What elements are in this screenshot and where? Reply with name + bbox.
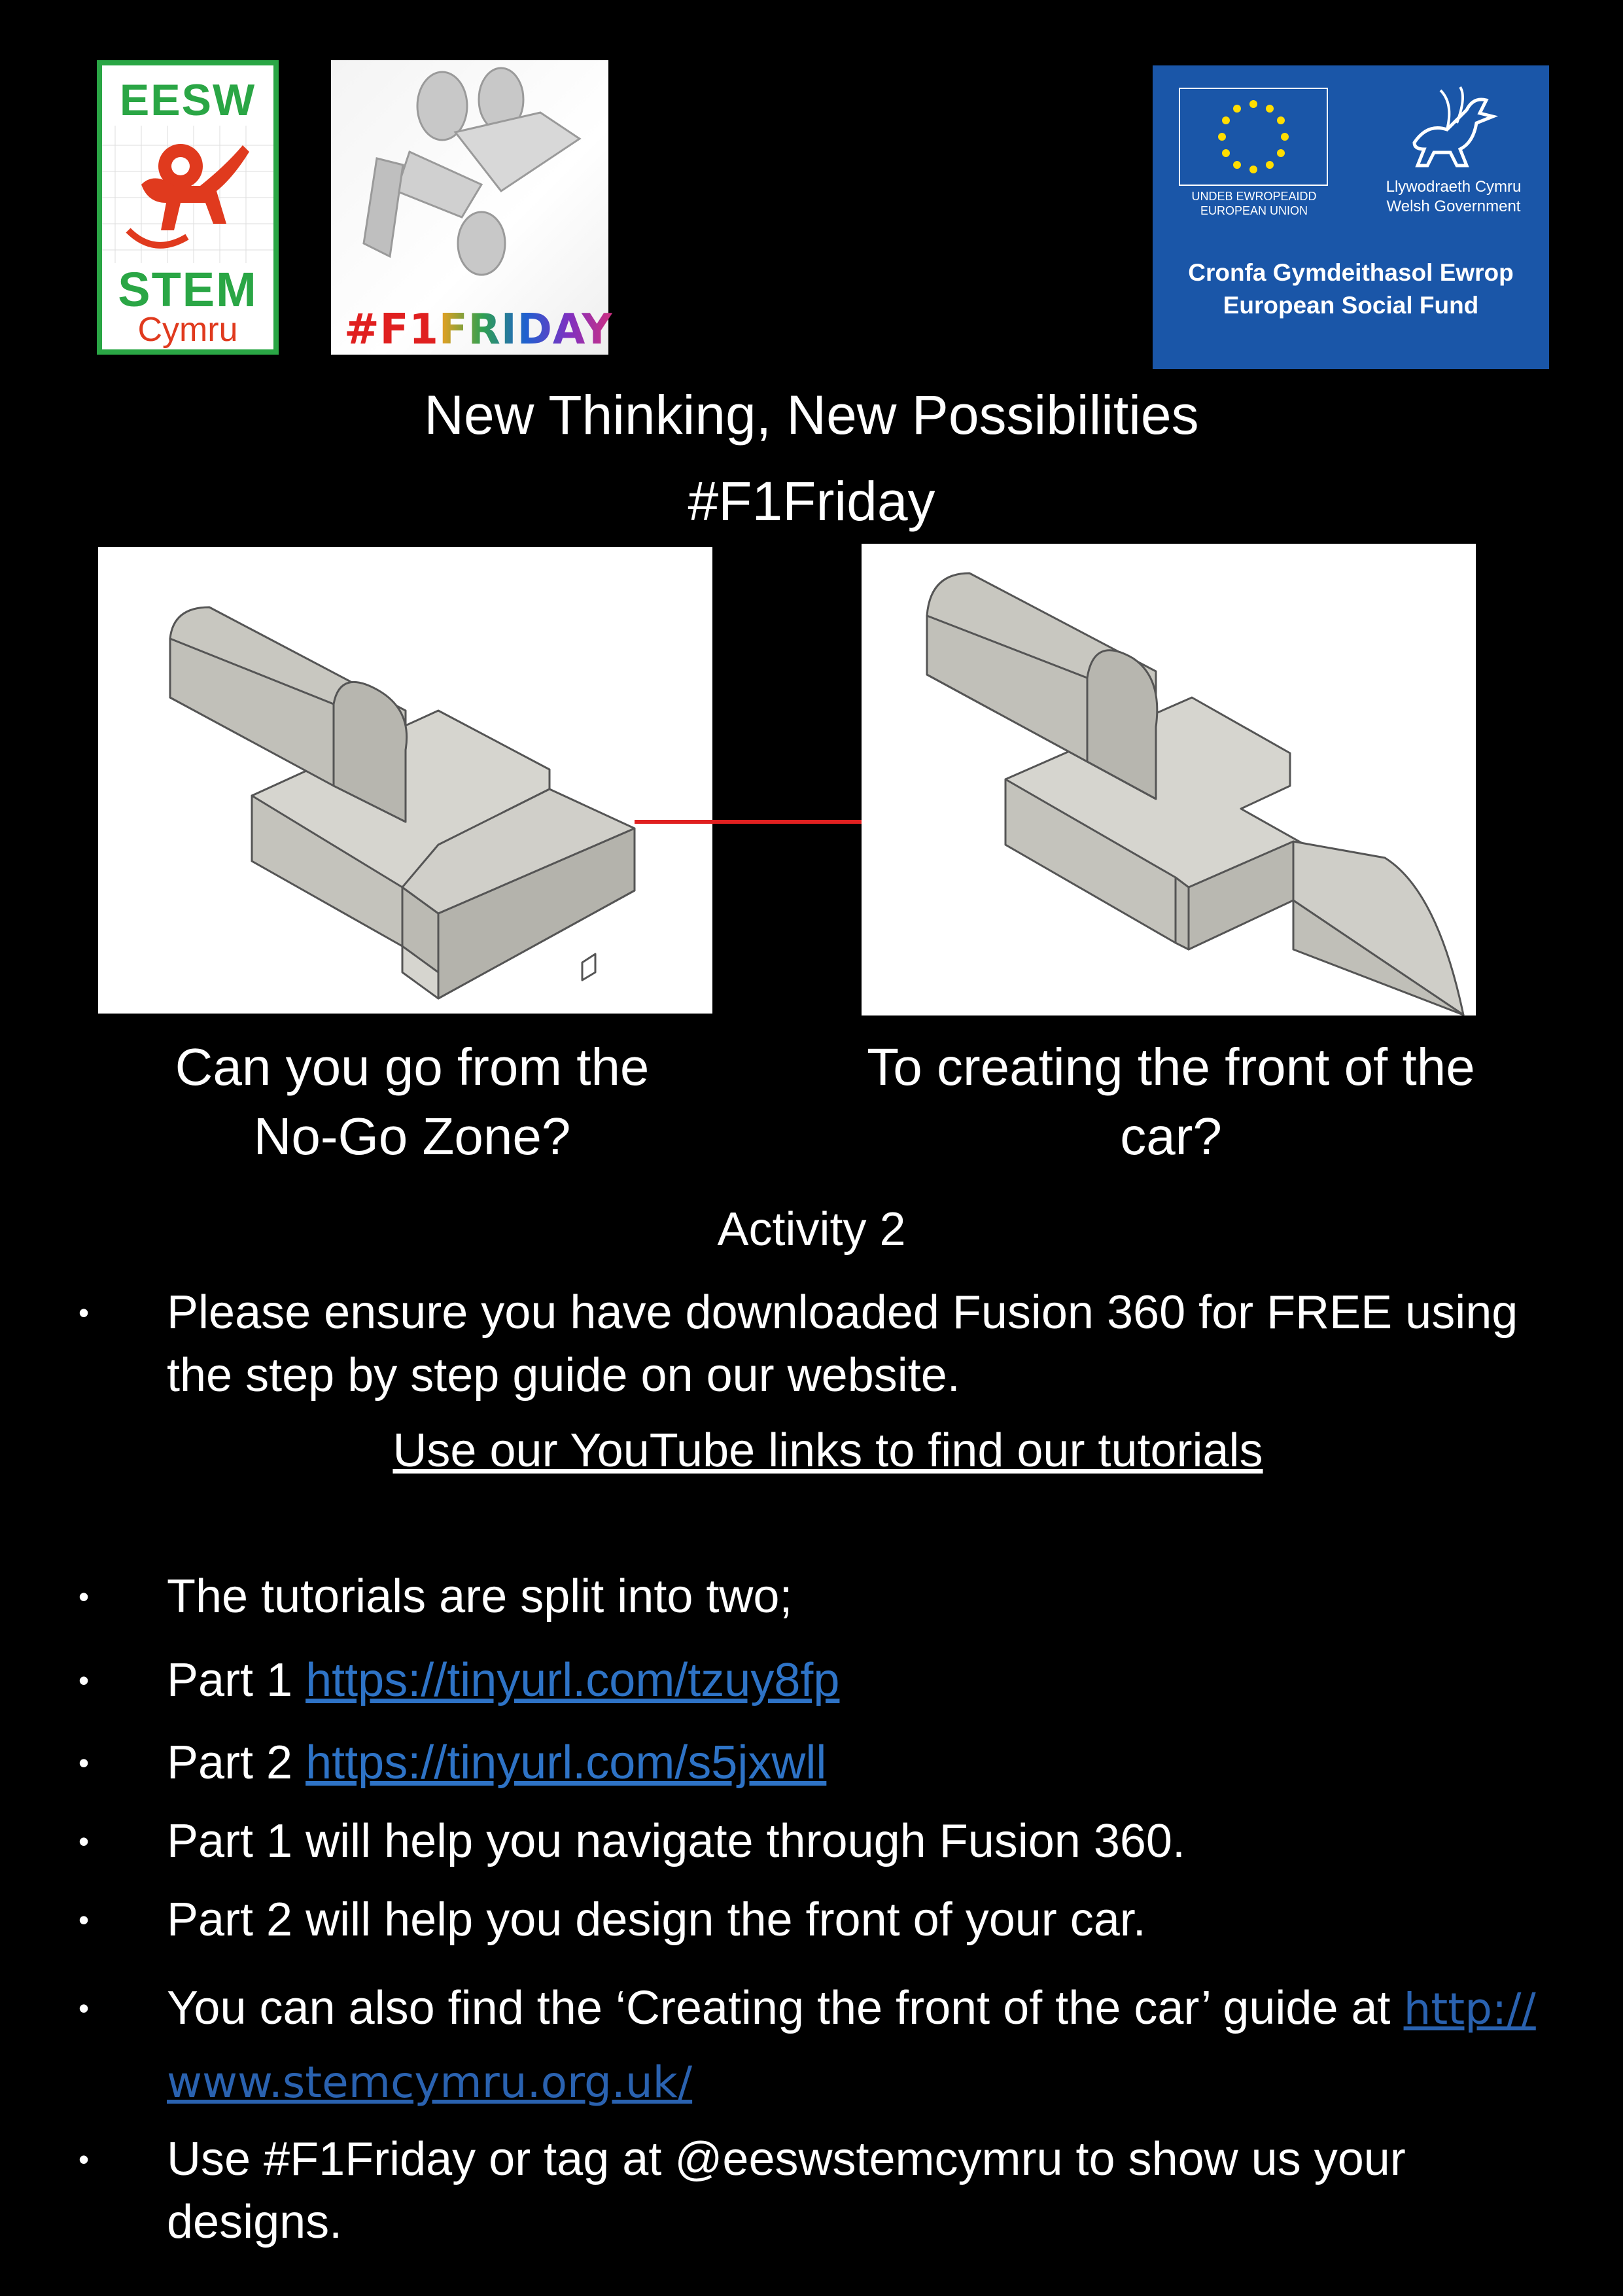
part1-link-row (167, 1649, 1577, 1712)
caption-left-line1: Can you go from the (175, 1038, 650, 1096)
list-item (79, 1281, 1577, 1412)
hashtag-title: #F1Friday (688, 470, 935, 532)
guide-link-part2[interactable]: www.stemcymru.org.uk/ (167, 2057, 693, 2108)
part2-desc-text: Part 2 will help you design the front of your car. (167, 1894, 1146, 1946)
welsh-dragon-gear-icon (102, 126, 273, 263)
fund-name-welsh: Cronfa Gymdeithasol Ewrop (1188, 259, 1514, 286)
caption-left (98, 1033, 726, 1171)
list-item (79, 1565, 1577, 1628)
caption-left-line2: No-Go Zone? (253, 1107, 571, 1165)
part2-link[interactable]: https://tinyurl.com/s5jxwll (305, 1737, 827, 1789)
list-item (79, 1972, 1577, 2116)
part1-desc-text: Part 1 will help you navigate through Fusion 360. (167, 1815, 1185, 1867)
eu-welsh-government-logo (1153, 65, 1549, 369)
f1-hash-text: # (344, 306, 380, 354)
bullet-icon: • (79, 1663, 90, 1697)
bullet-icon: • (79, 1903, 90, 1937)
no-go-zone-render (98, 547, 712, 1014)
bullet-icon: • (79, 1580, 90, 1614)
list-item (79, 1888, 1577, 1951)
gov-name-english: Welsh Government (1386, 198, 1521, 215)
caption-right-line2: car? (1120, 1107, 1222, 1165)
eesw-logo-cymru-text: Cymru (137, 311, 238, 349)
part2-link-row (167, 1731, 1577, 1794)
bullet-icon: • (79, 1746, 90, 1780)
list-item (79, 1731, 1577, 1794)
eesw-logo-stem-text: STEM (118, 262, 258, 317)
split-bullet-text: The tutorials are split into two; (167, 1570, 793, 1623)
list-item (79, 2128, 1577, 2259)
f1-friday-logo (331, 60, 613, 355)
activity-heading: Activity 2 (717, 1203, 906, 1256)
caption-right (850, 1033, 1492, 1171)
gov-name-welsh: Llywodraeth Cymru (1386, 178, 1522, 196)
bullet-icon: • (79, 1991, 90, 2025)
bullet-icon: • (79, 1824, 90, 1858)
f1-friday-wordmark (344, 306, 613, 354)
fund-name-english: European Social Fund (1223, 292, 1479, 319)
part1-link[interactable]: https://tinyurl.com/tzuy8fp (305, 1654, 840, 1706)
list-item (79, 1810, 1577, 1873)
youtube-heading: Use our YouTube links to find our tutorials (393, 1424, 1263, 1477)
friday-text: FRIDAY (438, 306, 613, 354)
tag-bullet-text: Use #F1Friday or tag at @eeswstemcymru to show us your designs. (167, 2133, 1406, 2248)
guide-link-part1[interactable]: http:// (1403, 1984, 1536, 2034)
car-front-model-image (862, 544, 1476, 1016)
bullet-icon: • (79, 1296, 90, 1330)
part2-prefix: Part 2 (167, 1737, 306, 1789)
no-go-zone-model-image (98, 547, 712, 1014)
list-item (79, 1649, 1577, 1712)
eesw-logo-text-top: EESW (119, 75, 256, 125)
eu-name-english: EUROPEAN UNION (1200, 204, 1308, 217)
f1-text: F1 (379, 306, 439, 354)
caption-right-line1: To creating the front of the (867, 1038, 1475, 1096)
intro-bullet-text: Please ensure you have downloaded Fusion 360 for FREE using the step by step guide on our website. (167, 1286, 1518, 1402)
guide-prefix: You can also find the ‘Creating the front of the car’ guide at (167, 1982, 1404, 2034)
eu-flag (1179, 88, 1328, 186)
part1-prefix: Part 1 (167, 1654, 306, 1706)
eu-name-welsh: UNDEB EWROPEAIDD (1191, 190, 1317, 203)
car-front-render (862, 544, 1476, 1016)
f1-car-icon (331, 60, 608, 296)
eu-stars-icon (1180, 89, 1327, 185)
page-title: New Thinking, New Possibilities (424, 384, 1199, 446)
bullet-icon: • (79, 2142, 90, 2176)
guide-bullet-text (167, 1972, 1577, 2119)
welsh-dragon-icon (1401, 84, 1506, 169)
eesw-stem-cymru-logo (97, 60, 279, 355)
